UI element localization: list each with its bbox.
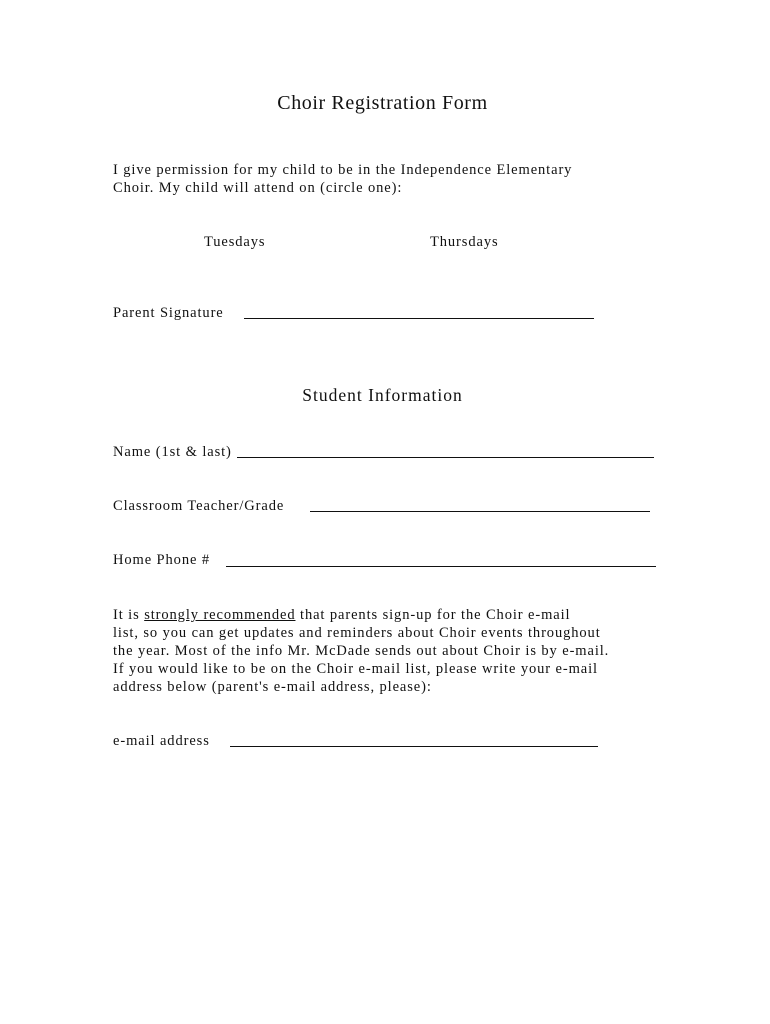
form-title: Choir Registration Form [277, 92, 488, 114]
parent-signature-label: Parent Signature [113, 305, 224, 321]
teacher-grade-label: Classroom Teacher/Grade [113, 498, 285, 514]
email-note-line-3: the year. Most of the info Mr. McDade sends out about Choir is by e-mail. [113, 643, 610, 659]
email-note-line-1 [113, 606, 570, 624]
email-note-line-2: list, so you can get updates and reminders about Choir events throughout [113, 625, 601, 641]
option-tuesdays: Tuesdays [204, 234, 266, 250]
option-thursdays: Thursdays [430, 234, 499, 250]
home-phone-label: Home Phone # [113, 552, 210, 568]
name-label: Name (1st & last) [113, 444, 232, 460]
permission-line-2: Choir. My child will attend on (circle one): [113, 180, 403, 196]
email-note-suffix: that parents sign-up for the Choir e-mail [300, 607, 571, 623]
email-note-line-5: address below (parent's e-mail address, please): [113, 679, 432, 695]
email-note-prefix: It is [113, 607, 140, 623]
name-line [237, 457, 654, 458]
permission-line-1: I give permission for my child to be in the Independence Elementary [113, 162, 573, 178]
student-information-title: Student Information [302, 385, 463, 405]
parent-signature-line [244, 318, 594, 319]
teacher-grade-line [310, 511, 650, 512]
email-label: e-mail address [113, 733, 210, 749]
strongly-recommended-text: strongly recommended [144, 607, 296, 623]
email-note-line-4: If you would like to be on the Choir e-mail list, please write your e-mail [113, 661, 598, 677]
home-phone-line [226, 566, 656, 567]
email-line [230, 746, 598, 747]
